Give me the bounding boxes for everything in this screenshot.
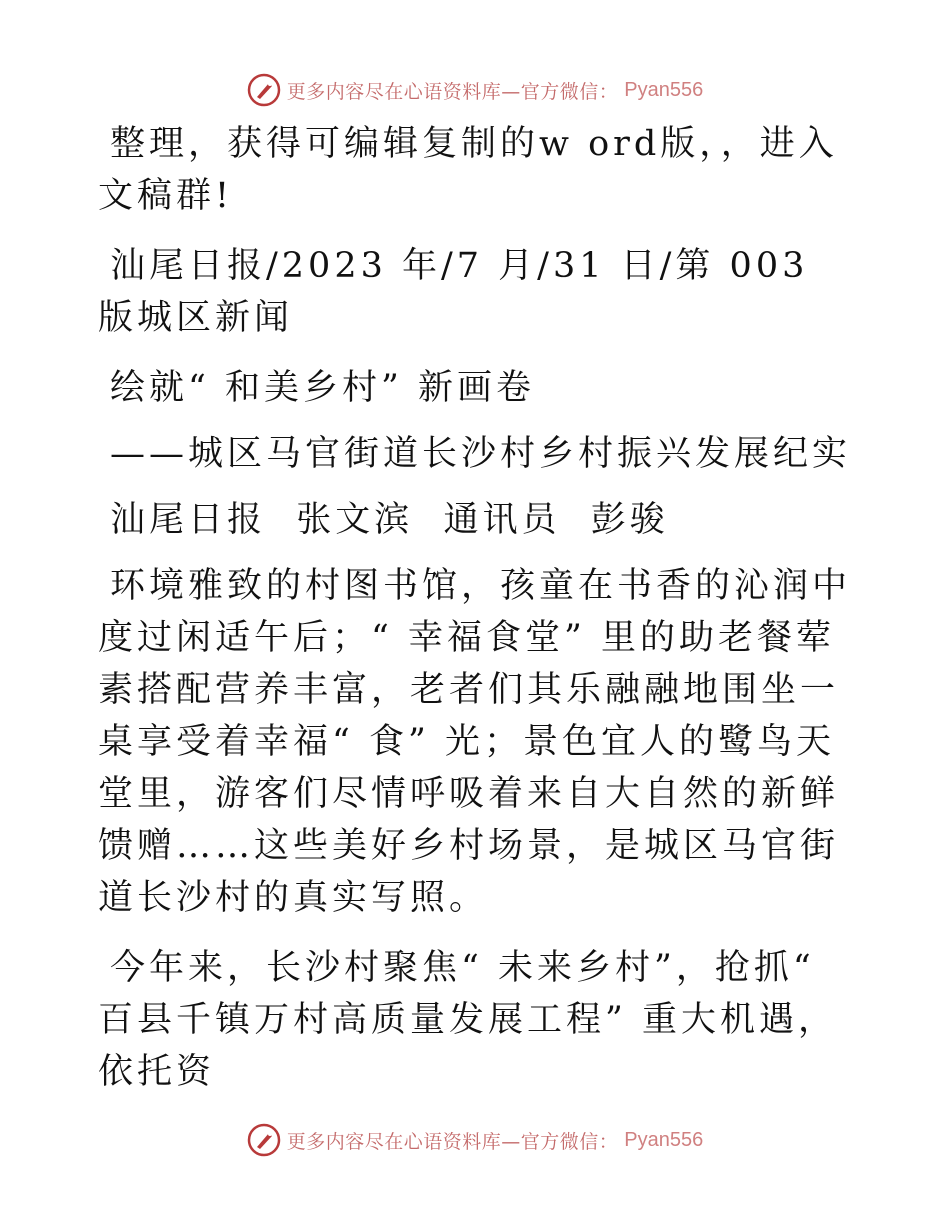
pen-nib-icon xyxy=(247,1123,281,1157)
article-subtitle: ——城区马官街道长沙村乡村振兴发展纪实 xyxy=(110,434,852,474)
source-line: 汕尾日报/2023 年/7 月/31 日/第 003 版城区新闻 xyxy=(98,246,809,338)
byline: 汕尾日报 张文滨 通讯员 彭骏 xyxy=(110,500,669,540)
watermark-wechat-id: Pyan556 xyxy=(624,78,704,101)
watermark-wechat-id: Pyan556 xyxy=(624,1128,704,1151)
intro-line: 整理，获得可编辑复制的w ord版，，进入文稿群! xyxy=(98,124,838,216)
paragraph-1: 环境雅致的村图书馆，孩童在书香的沁润中度过闲适午后；“ 幸福食堂” 里的助老餐荤素搭配营养丰富，老者们其乐融融地围坐一桌享受着幸福“ 食” 光；景色宜人的鹭鸟天堂里，游客们尽情呼吸着来自大自然的新鲜馈赠……这些美好乡村场景，是城区马官街道长沙村的真实写照。 xyxy=(98,566,852,918)
watermark-text: 更多内容尽在心语资料库—官方微信： xyxy=(286,80,619,103)
paragraph-2: 今年来，长沙村聚焦“ 未来乡村”，抢抓“ 百县千镇万村高质量发展工程” 重大机遇，依托资 xyxy=(98,948,838,1092)
footer-watermark xyxy=(0,1120,950,1160)
pen-nib-icon xyxy=(247,73,281,107)
header-watermark xyxy=(0,70,950,110)
watermark-text: 更多内容尽在心语资料库—官方微信： xyxy=(286,1130,619,1153)
article-title: 绘就“ 和美乡村” 新画卷 xyxy=(110,368,536,408)
document-body xyxy=(98,118,858,1116)
